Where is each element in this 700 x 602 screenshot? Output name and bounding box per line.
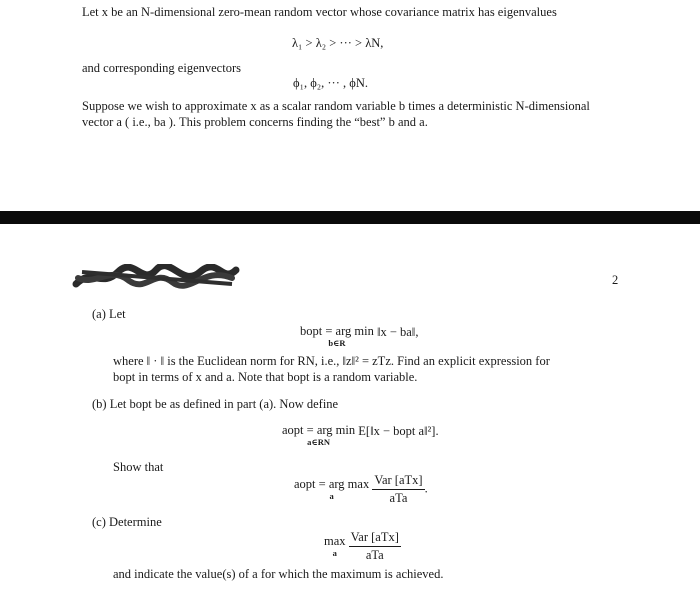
part-b-equation [282,424,439,448]
part-c-label: (c) Determine [92,515,162,529]
part-b-eq2-denominator: aTa [389,491,408,505]
eigenvalues-equation: λ₁ > λ₂ > ··· > λN, [292,36,384,50]
part-c-eq-sub: a [332,547,337,558]
suppose-line-1: Suppose we wish to approximate x as a scalar random variable b times a deterministic N-dimensional [82,99,590,113]
part-c-eq-denominator: aTa [365,548,384,562]
part-b-eq-rhs: E[‖x − bopt a‖²]. [358,424,439,438]
page-number: 2 [612,273,619,287]
part-c-equation [324,530,401,563]
suppose-line-2: vector a ( i.e., ba ). This problem concerns finding the “best” b and a. [82,115,428,129]
part-a-line-2: bopt in terms of x and a. Note that bopt is a random variable. [113,370,418,384]
part-a-equation [300,325,418,349]
part-b-eq-sub: a∈RN [307,437,330,447]
show-that-label: Show that [113,460,164,474]
page-separator-bar [0,211,700,224]
part-c-closing-line: and indicate the value(s) of a for which the maximum is achieved. [113,567,444,581]
part-a-eq-sub: b∈R [328,338,346,348]
part-c-eq-max: max [324,533,346,548]
part-a-label: (a) Let [92,307,126,321]
part-b-eq2-end: . [424,481,428,496]
part-b-eq-lhs: aopt = arg min [282,423,356,437]
part-a-eq-lhs: bopt = arg min [300,324,374,338]
part-a-line-1: where ‖ · ‖ is the Euclidean norm for RN, i.e., ‖z‖² = zTz. Find an explicit expression for [113,354,550,368]
part-b-eq2-lhs: aopt = arg max [294,476,370,491]
eigenvectors-equation: ϕ₁, ϕ₂, ··· , ϕN. [293,76,368,90]
part-b-eq2-sub: a [329,490,334,501]
redaction-scribble [72,264,240,290]
eigenvectors-line: and corresponding eigenvectors [82,61,241,75]
part-b-second-equation [294,473,428,506]
part-b-eq2-numerator: Var [aTx] [372,473,424,490]
part-b-label: (b) Let bopt be as defined in part (a). Now define [92,397,339,411]
part-c-eq-numerator: Var [aTx] [349,530,401,547]
part-a-eq-rhs: ‖x − ba‖, [376,325,419,339]
intro-line: Let x be an N-dimensional zero-mean random vector whose covariance matrix has eigenvalues [82,5,557,19]
